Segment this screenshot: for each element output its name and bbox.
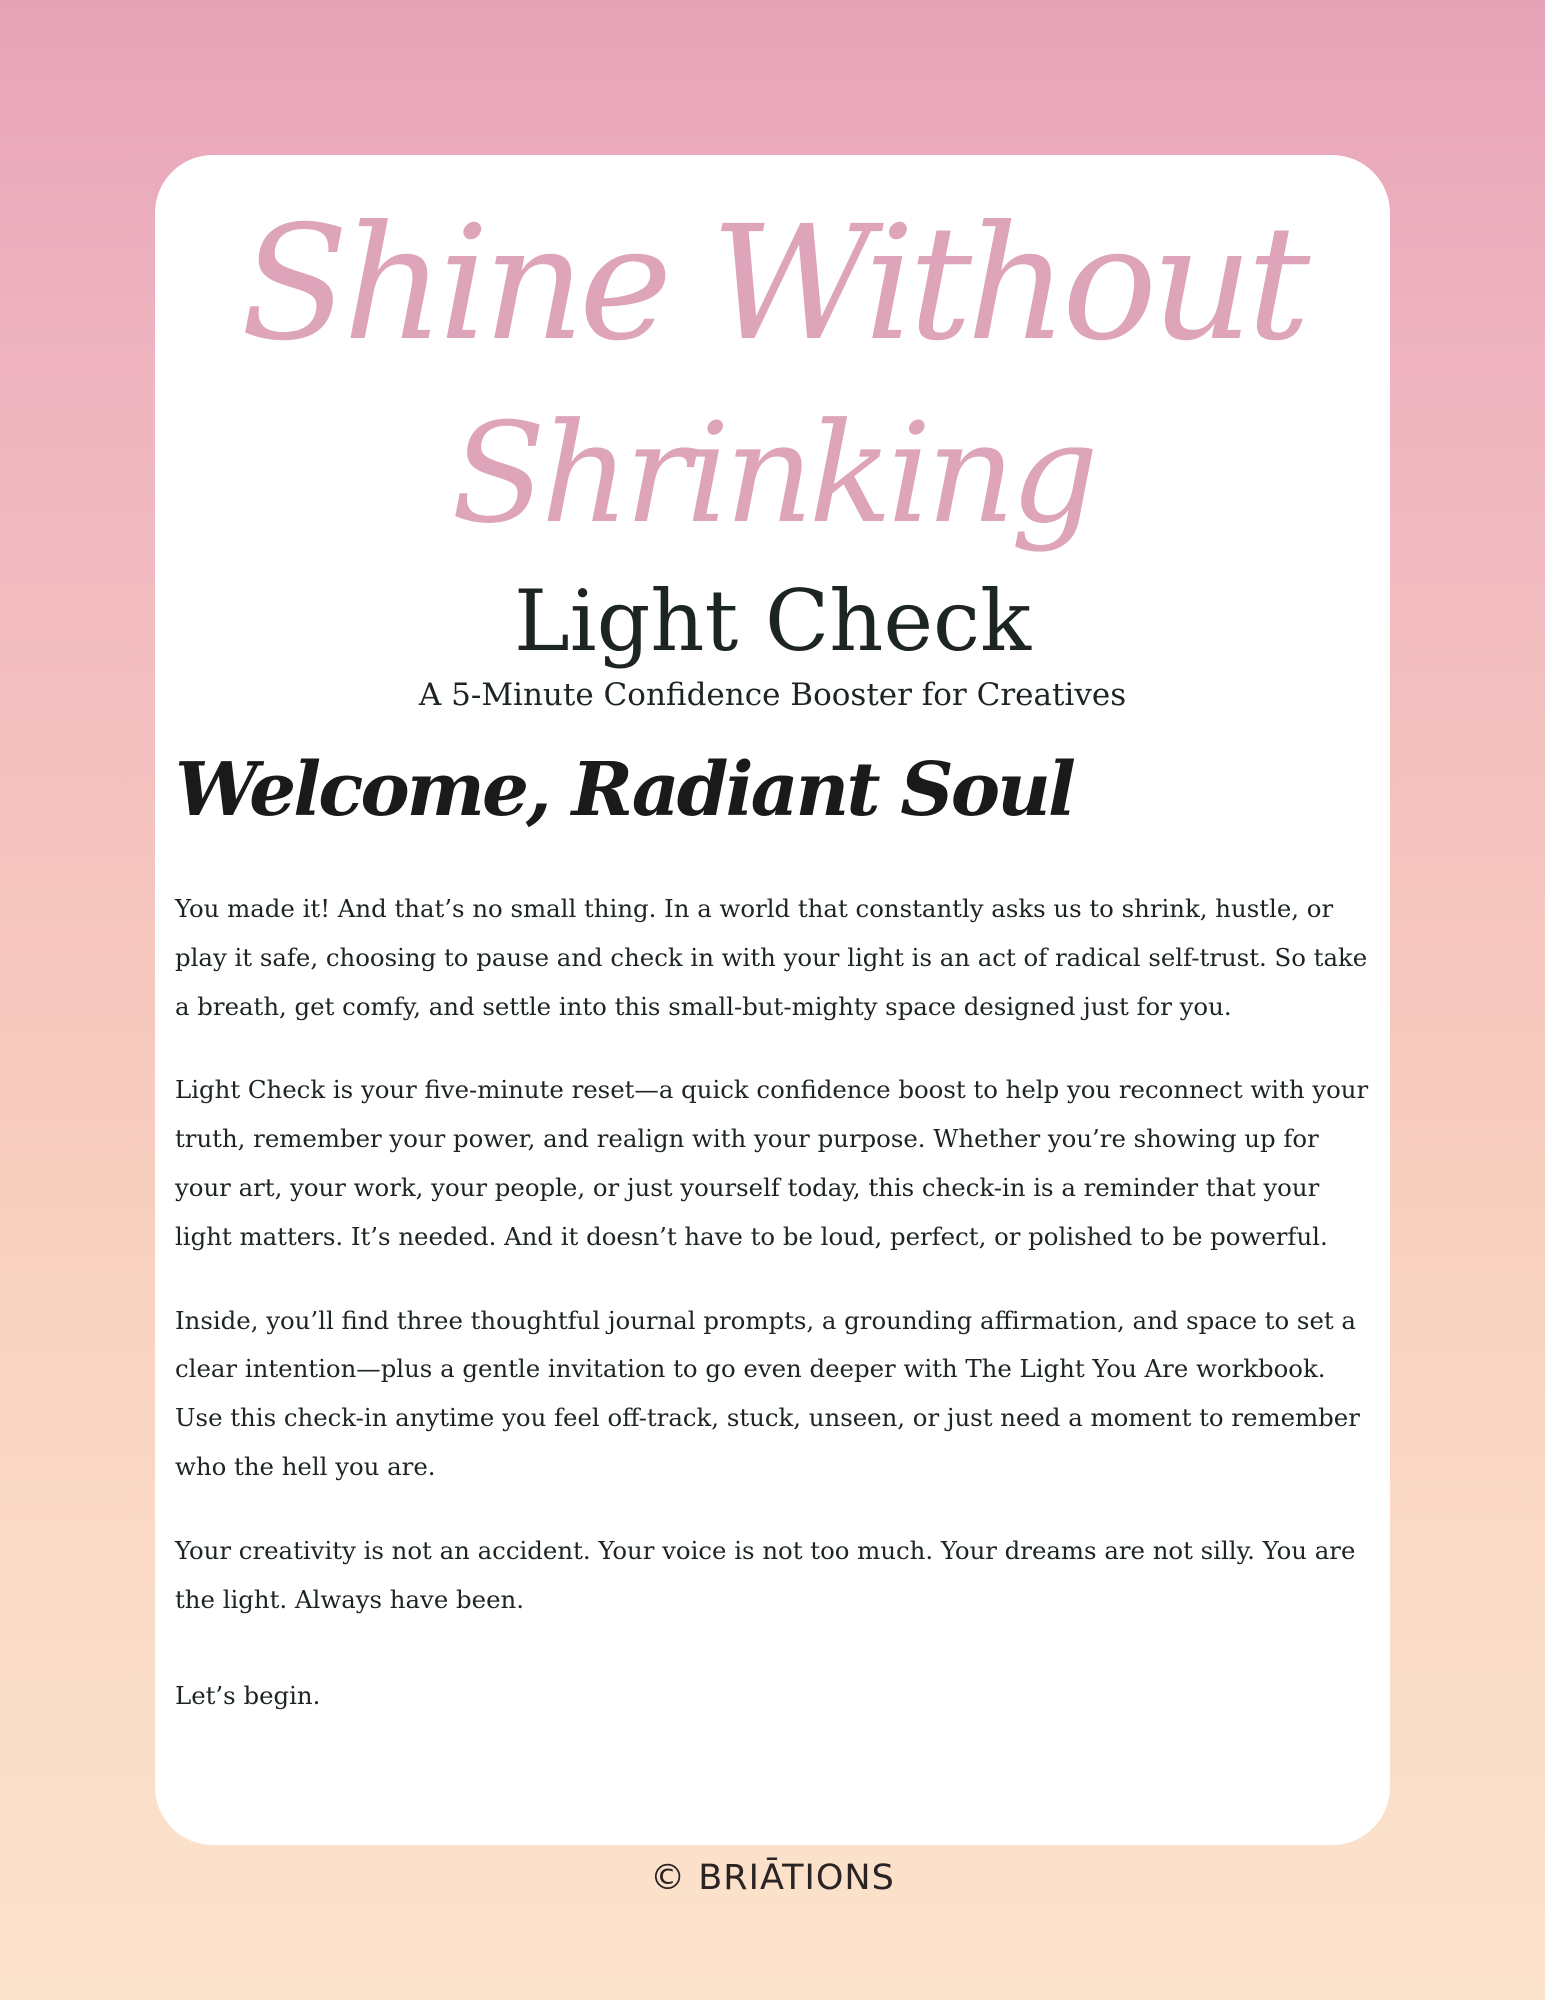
page-title: Light Check [513,572,1031,670]
body-closing-line: Let’s begin. [175,1681,321,1711]
body-paragraph: You made it! And that’s no small thing. In a world that constantly asks us to shrink, hustle, or play it safe, choosing to pause and check in with your light is an act of radical self-trust. So take a breath, get comfy, and settle into this small-but-mighty space designed just for you. [175,894,1368,1021]
body-paragraph: Light Check is your five-minute reset—a quick confidence boost to help you reconnect with your truth, remember your power, and realign with your purpose. Whether you’re showing up for your art, your work, your people, or just yourself today, this check-in is a reminder that your light matters. It’s needed. And it doesn’t have to be loud, perfect, or polished to be powerful. [175,1075,1369,1251]
page-subtitle: A 5-Minute Confidence Booster for Creatives [418,677,1127,713]
body-text [175,885,1370,1756]
welcome-heading: Welcome, Radiant Soul [175,747,1073,833]
body-paragraph: Inside, you’ll find three thoughtful journal prompts, a grounding affirmation, and space to set a clear intention—plus a gentle invitation to go even deeper with The Light You Are workbook. Use this check-in anytime you feel off-track, stuck, unseen, or just need a moment to remember who the hell you are. [175,1305,1360,1481]
footer-brand: © BRIĀTIONS [650,1858,895,1898]
script-title-line-1: Shine Without [240,192,1305,376]
content-card [155,155,1390,1845]
body-paragraph: Your creativity is not an accident. Your voice is not too much. Your dreams are not silly. You are the light. Always have been. [175,1535,1356,1614]
script-title-line-2: Shrinking [451,393,1094,554]
